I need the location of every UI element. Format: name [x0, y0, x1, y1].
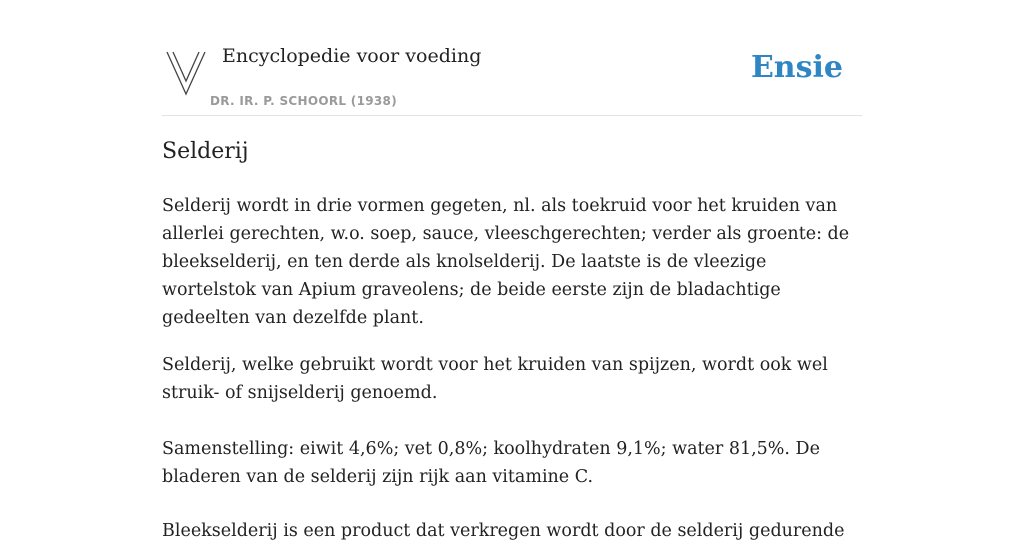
article-paragraph: Bleekselderij is een product dat verkregen wordt door de selderij gedurende	[162, 521, 845, 541]
article-title: Selderij	[162, 139, 249, 164]
publication-author: DR. IR. P. SCHOORL (1938)	[210, 94, 397, 108]
article-body	[162, 192, 862, 545]
header	[162, 40, 862, 116]
article-paragraph: Selderij, welke gebruikt wordt voor het kruiden van spijzen, wordt ook wel struik- of snijselderij genoemd.	[162, 355, 828, 403]
v-logo-icon	[164, 48, 208, 98]
brand-logo-link[interactable]: Ensie	[750, 50, 843, 85]
article-paragraph: Selderij wordt in drie vormen gegeten, nl. als toekruid voor het kruiden van allerlei gerechten, w.o. soep, sauce, vleeschgerechten; verder als groente: de bleekselderij, en ten derde als knolselderij. De laatste is de vleezige wortelstok van Apium graveolens; de beide eerste zijn de bladachtige gedeelten van dezelfde plant.	[162, 196, 850, 328]
publication-title[interactable]: Encyclopedie voor voeding	[222, 45, 482, 67]
article-paragraph: Samenstelling: eiwit 4,6%; vet 0,8%; koolhydraten 9,1%; water 81,5%. De bladeren van de selderij zijn rijk aan vitamine C.	[162, 439, 820, 487]
